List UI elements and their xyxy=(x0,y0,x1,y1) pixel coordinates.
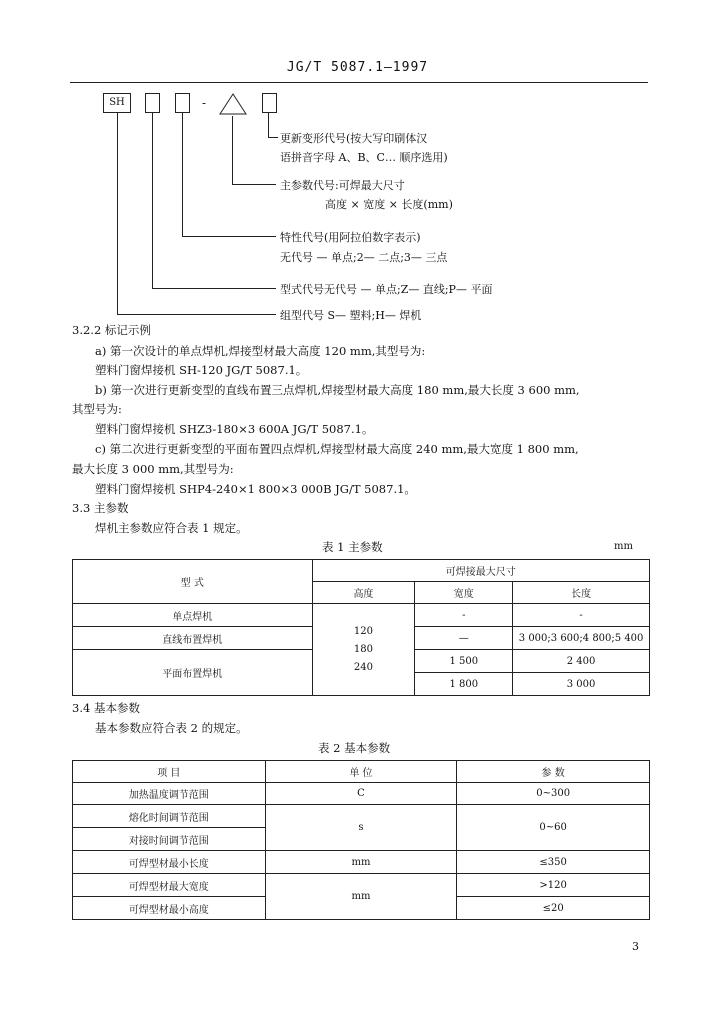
label-version-1: 更新变形代号(按大写印刷体汉 xyxy=(280,132,428,145)
section-33-text: 焊机主参数应符合表 1 规定。 xyxy=(95,521,248,535)
table1-caption: 表 1 主参数 xyxy=(322,540,383,554)
table1-row3b-width: 1 800 xyxy=(415,673,513,696)
example-a-line1: a) 第一次设计的单点焊机,焊接型材最大高度 120 mm,其型号为: xyxy=(95,344,426,358)
example-b-line2: 其型号为: xyxy=(72,402,122,416)
label-main-param-2: 高度 × 宽度 × 长度(mm) xyxy=(325,198,453,211)
section-33-heading: 3.3 主参数 xyxy=(72,501,129,515)
example-c-line3: 塑料门窗焊接机 SHP4-240×1 800×3 000B JG/T 5087.1。 xyxy=(95,482,416,496)
table2-row5-item: 可焊型材最大宽度 xyxy=(73,874,266,897)
table2-row5-param: >120 xyxy=(457,874,650,897)
example-a-line2: 塑料门窗焊接机 SH-120 JG/T 5087.1。 xyxy=(95,363,308,377)
table2-row23-param: 0~60 xyxy=(457,805,650,851)
table2-row4-item: 可焊型材最小长度 xyxy=(73,851,266,874)
table2-row56-unit: mm xyxy=(265,874,457,920)
table2-row6-item: 可焊型材最小高度 xyxy=(73,897,266,920)
example-b-line3: 塑料门窗焊接机 SHZ3-180×3 600A JG/T 5087.1。 xyxy=(95,422,374,436)
table1-heights xyxy=(312,604,415,696)
table1-row1-width: - xyxy=(415,604,513,627)
section-322-heading: 3.2.2 标记示例 xyxy=(72,323,151,337)
label-group: 组型代号 S— 塑料;H— 焊机 xyxy=(280,309,422,322)
table1-height-120: 120 xyxy=(353,625,373,637)
table2-caption: 表 2 基本参数 xyxy=(318,741,391,755)
table2-row6-param: ≤20 xyxy=(457,897,650,920)
table2-row23-unit: s xyxy=(265,805,457,851)
table1-height-240: 240 xyxy=(353,661,373,673)
code-box-sh: SH xyxy=(103,93,131,113)
section-34-text: 基本参数应符合表 2 的规定。 xyxy=(95,721,248,735)
code-box-version xyxy=(262,93,277,113)
table2-row3-item: 对接时间调节范围 xyxy=(73,828,266,851)
example-c-line2: 最大长度 3 000 mm,其型号为: xyxy=(72,462,234,476)
label-version-2: 语拼音字母 A、B、C… 顺序选用) xyxy=(280,151,448,164)
example-b-line1: b) 第一次进行更新变型的直线布置三点焊机,焊接型材最大高度 180 mm,最大长度 3 600 mm, xyxy=(95,383,580,397)
table1-header-max: 可焊接最大尺寸 xyxy=(312,560,649,582)
code-dash: - xyxy=(202,96,207,110)
table1-row-single: 单点焊机 xyxy=(73,604,313,627)
table2-header-unit: 单 位 xyxy=(265,761,457,783)
table2-row1-item: 加热温度调节范围 xyxy=(73,783,266,805)
table1-row-planar: 平面布置焊机 xyxy=(73,650,313,696)
table1-row2-length: 3 000;3 600;4 800;5 400 xyxy=(513,627,650,650)
table2-row2-item: 熔化时间调节范围 xyxy=(73,805,266,828)
table1-row3a-length: 2 400 xyxy=(513,650,650,673)
example-c-line1: c) 第二次进行更新变型的平面布置四点焊机,焊接型材最大高度 240 mm,最大宽度 1 800 mm, xyxy=(95,442,579,456)
section-34-heading: 3.4 基本参数 xyxy=(72,701,140,715)
label-feature-2: 无代号 — 单点;2— 二点;3— 三点 xyxy=(280,251,448,264)
table1-header-type: 型 式 xyxy=(73,560,313,604)
table1-unit: mm xyxy=(614,541,633,552)
table1-header-length: 长度 xyxy=(513,582,650,604)
code-box-type xyxy=(145,93,160,113)
code-box-feature xyxy=(175,93,190,113)
label-feature-1: 特性代号(用阿拉伯数字表示) xyxy=(280,231,421,244)
table1-header-width: 宽度 xyxy=(415,582,513,604)
table1-row3b-length: 3 000 xyxy=(513,673,650,696)
label-type: 型式代号无代号 — 单点;Z— 直线;P— 平面 xyxy=(280,283,493,296)
table1-header-height: 高度 xyxy=(312,582,415,604)
document-code: JG/T 5087.1—1997 xyxy=(286,60,429,75)
triangle-icon xyxy=(218,92,248,116)
table2-row4-param: ≤350 xyxy=(457,851,650,874)
table-basic-parameters xyxy=(72,760,650,920)
page-number: 3 xyxy=(632,940,639,953)
table2-row4-unit: mm xyxy=(265,851,457,874)
header-rule xyxy=(70,82,648,83)
table1-row-linear: 直线布置焊机 xyxy=(73,627,313,650)
table1-row2-width: — xyxy=(415,627,513,650)
table1-row1-length: - xyxy=(513,604,650,627)
table2-header-param: 参 数 xyxy=(457,761,650,783)
table-main-parameters xyxy=(72,559,650,696)
table2-row1-param: 0~300 xyxy=(457,783,650,805)
table2-header-item: 项 目 xyxy=(73,761,266,783)
table1-height-180: 180 xyxy=(353,643,373,655)
table2-row1-unit: C xyxy=(265,783,457,805)
table1-row3a-width: 1 500 xyxy=(415,650,513,673)
label-main-param-1: 主参数代号:可焊最大尺寸 xyxy=(280,179,405,192)
